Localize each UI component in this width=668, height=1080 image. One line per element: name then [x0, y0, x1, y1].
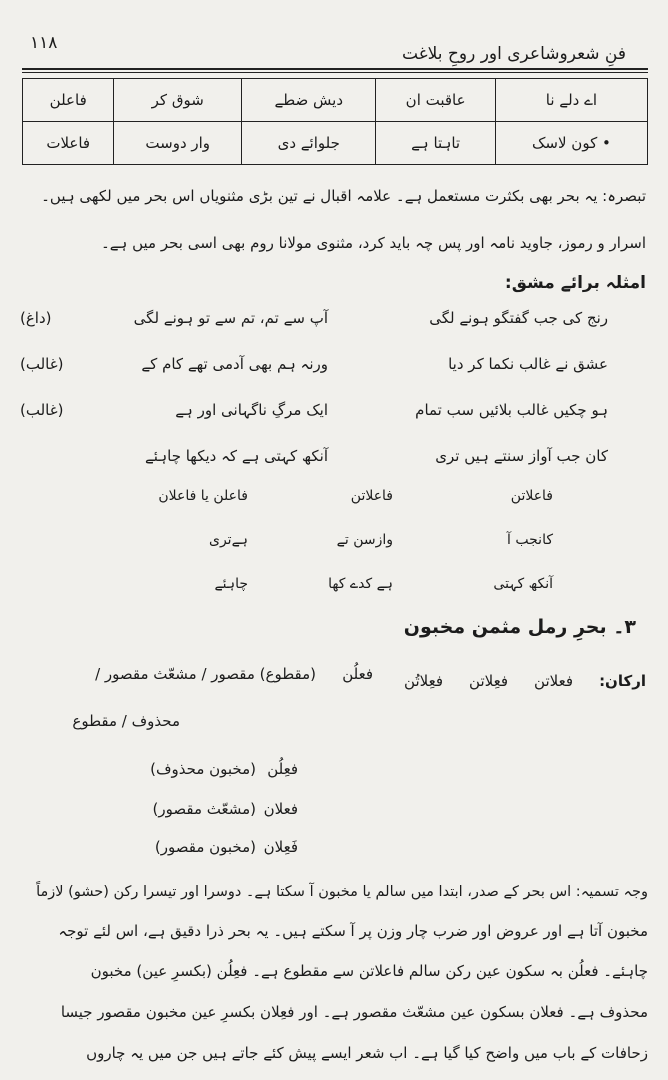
arkan-note-2: محذوف / مقطوع	[72, 712, 180, 730]
variant-name: فعِلُن	[267, 760, 298, 778]
header-rule-thin	[22, 72, 648, 73]
verse-1-poet: (داغ)	[20, 309, 52, 327]
naming-line: چاہئے۔ فعلُن بہ سکون عین رکن سالم فاعلاتن سے مقطوع ہے۔ فعِلُن (بکسرِ عین) مخبون	[90, 962, 648, 980]
verse-3-poet: (غالب)	[20, 401, 64, 419]
table-cell: فاعلن	[23, 79, 114, 122]
scansion-cell: چاہئے	[214, 576, 248, 592]
commentary-line-1: تبصرہ: یہ بحر بھی بکثرت مستعمل ہے۔ علامہ اقبال نے تین بڑی مثنویاں اس بحر میں لکھی ہیں۔	[41, 187, 646, 205]
arkan-note: (مقطوع) مقصور / مشعّث مقصور /	[95, 665, 316, 683]
table-cell: وار دوست	[114, 122, 242, 165]
scansion-cell: فاعلاتن	[350, 488, 393, 504]
table-cell: جلوائے دی	[242, 122, 376, 165]
naming-line: وجہ تسمیہ: اس بحر کے صدر، ابتدا میں سالم یا مخبون آ سکتا ہے۔ دوسرا اور تیسرا رکن (حشو) لازماً	[36, 884, 648, 900]
scansion-cell: فاعلاتن	[510, 488, 553, 504]
table-cell: • کون لاسک	[495, 122, 647, 165]
variant-desc: (مخبون محذوف)	[150, 760, 256, 778]
scansion-cell: ہےتری	[209, 532, 248, 548]
table-cell: تاہتا ہے	[376, 122, 495, 165]
table-row	[23, 122, 648, 165]
table-cell: فاعلات	[23, 122, 114, 165]
arkan-foot: فعلُن	[342, 665, 373, 683]
scansion-cell: فاعلن یا فاعلان	[158, 488, 248, 504]
examples-heading: امثلہ برائے مشق:	[504, 273, 646, 293]
arkan-foot: فعِلاتُن	[404, 672, 443, 690]
naming-line: زحافات کے باب میں واضح کیا گیا ہے۔ اب شعر ایسے پیش کئے جاتے ہیں جن میں یہ چاروں	[86, 1044, 648, 1062]
header-rule	[22, 68, 648, 70]
table-cell: شوق کر	[114, 79, 242, 122]
scansion-cell: آنکھ کہتی	[493, 576, 553, 592]
running-title: فنِ شعروشاعری اور روحِ بلاغت	[402, 44, 626, 64]
variant-desc: (مشعّث مقصور)	[152, 800, 256, 818]
naming-line: مخبون آتا ہے اور عروض اور ضرب چار وزن پر آ سکتے ہیں۔ یہ بحر ذرا دقیق ہے، اس لئے توجہ	[58, 922, 648, 940]
table-cell: عاقبت ان	[376, 79, 495, 122]
verse-3-second: ایک مرگِ ناگہانی اور ہے	[175, 401, 328, 419]
section-title: ۳۔ بحرِ رمل مثمن مخبون	[403, 616, 636, 638]
scansion-cell: وازسن تے	[336, 532, 393, 548]
arkan-foot: فعِلاتن	[469, 672, 508, 690]
variant-desc: (مخبون مقصور)	[154, 838, 256, 856]
verse-3-first: ہو چکیں غالب بلائیں سب تمام	[415, 401, 608, 419]
page-number: ۱۱۸	[30, 33, 58, 53]
verse-1-second: آپ سے تم، تم سے تو ہونے لگی	[133, 309, 328, 327]
verse-4-first: کان جب آواز سنتے ہیں تری	[435, 447, 608, 465]
naming-line: محذوف ہے۔ فعلان بسکون عین مشعّث مقصور ہے۔ اور فعِلان بکسرِ عین مخبون مقصور جیسا	[60, 1003, 648, 1021]
verse-4-second: آنکھ کہتی ہے کہ دیکھا چاہئے	[145, 447, 328, 465]
table-cell: اے دلے نا	[495, 79, 647, 122]
verse-2-first: عشق نے غالب نکما کر دیا	[448, 355, 608, 373]
verse-1-first: رنج کی جب گفتگو ہونے لگی	[429, 309, 608, 327]
arkan-foot: فعلاتن	[534, 672, 573, 690]
pattern-table	[22, 78, 648, 165]
variant-name: فَعِلان	[263, 838, 298, 856]
commentary-line-2: اسرار و رموز، جاوید نامہ اور پس چہ باید کرد، مثنوی مولانا روم بھی اسی بحر میں ہے۔	[100, 234, 646, 252]
scansion-cell: کانجب آ	[507, 532, 553, 548]
arkan-label: ارکان:	[599, 672, 646, 690]
variant-name: فعلان	[263, 800, 298, 818]
table-row	[23, 79, 648, 122]
table-cell: دیش ضطے	[242, 79, 376, 122]
verse-2-second: ورنہ ہم بھی آدمی تھے کام کے	[141, 355, 328, 373]
scansion-cell: ہے کدے کھا	[328, 576, 393, 592]
verse-2-poet: (غالب)	[20, 355, 64, 373]
